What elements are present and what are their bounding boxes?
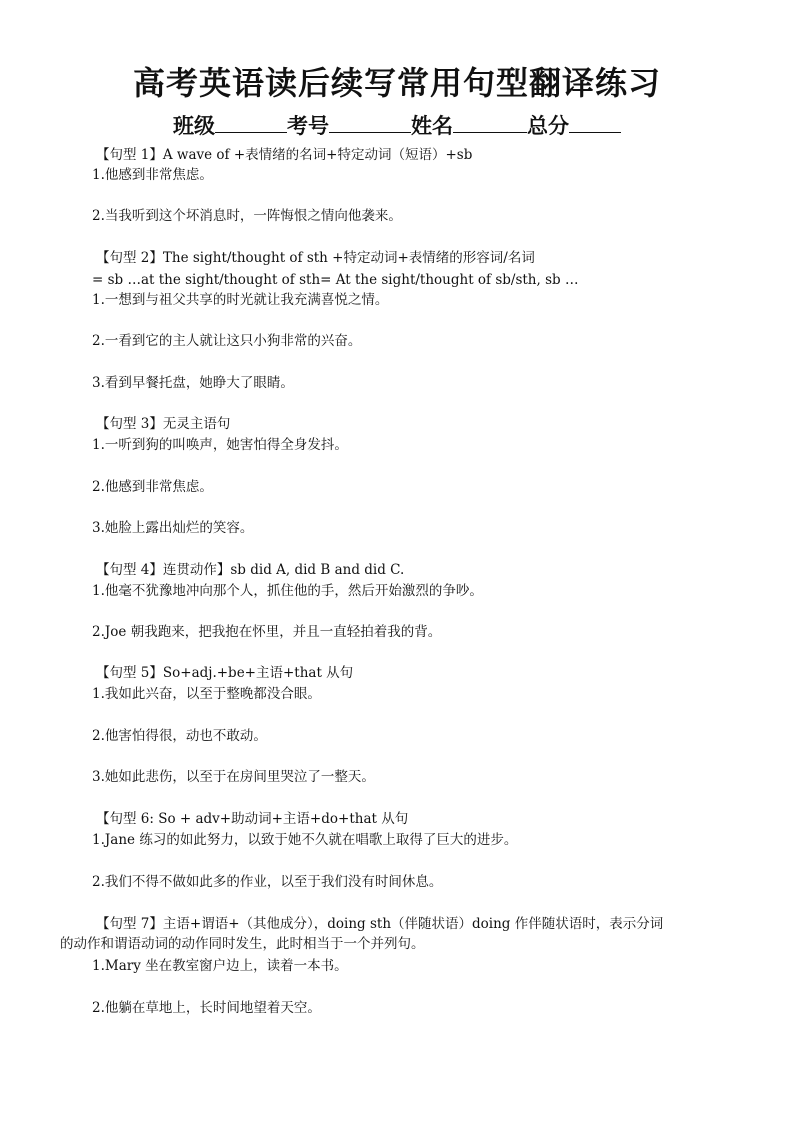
name-label: 姓名 bbox=[411, 114, 453, 138]
exam-number-label: 考号 bbox=[287, 114, 329, 138]
section-5-item-1: 1.我如此兴奋，以至于整晚都没合眼。 bbox=[92, 686, 321, 702]
section-3-heading: 【句型 3】无灵主语句 bbox=[96, 416, 231, 432]
section-6-item-1: 1.Jane 练习的如此努力，以致于她不久就在唱歌上取得了巨大的进步。 bbox=[92, 832, 518, 848]
section-5-heading: 【句型 5】So+adj.+be+主语+that 从句 bbox=[96, 665, 354, 681]
section-7-heading-continued: 的动作和谓语动词的动作同时发生，此时相当于一个并列句。 bbox=[60, 936, 425, 952]
section-7-heading: 【句型 7】主语+谓语+（其他成分），doing sth（伴随状语）doing 作伴随状语时，表示分词 bbox=[96, 916, 664, 932]
section-2-heading-continued: = sb …at the sight/thought of sth= At the sight/thought of sb/sth, sb … bbox=[92, 272, 579, 288]
section-2-item-1: 1.一想到与祖父共享的时光就让我充满喜悦之情。 bbox=[92, 292, 389, 308]
score-blank[interactable] bbox=[569, 112, 621, 133]
section-4-item-2: 2.Joe 朝我跑来，把我抱在怀里，并且一直轻拍着我的背。 bbox=[92, 624, 442, 640]
section-4-item-1: 1.他毫不犹豫地冲向那个人，抓住他的手，然后开始激烈的争吵。 bbox=[92, 583, 483, 599]
class-blank[interactable] bbox=[215, 112, 287, 133]
section-4-heading: 【句型 4】连贯动作】sb did A, did B and did C. bbox=[96, 562, 405, 578]
section-7-item-1: 1.Mary 坐在教室窗户边上，读着一本书。 bbox=[92, 958, 348, 974]
section-2-item-3: 3.看到早餐托盘，她睁大了眼睛。 bbox=[92, 375, 294, 391]
score-label: 总分 bbox=[527, 114, 569, 138]
section-1-item-1: 1.他感到非常焦虑。 bbox=[92, 167, 213, 183]
page-title: 高考英语读后续写常用句型翻译练习 bbox=[132, 64, 661, 102]
section-3-item-1: 1.一听到狗的叫唤声，她害怕得全身发抖。 bbox=[92, 437, 348, 453]
section-5-item-2: 2.他害怕得很，动也不敢动。 bbox=[92, 728, 267, 744]
section-6-item-2: 2.我们不得不做如此多的作业，以至于我们没有时间休息。 bbox=[92, 874, 443, 890]
section-3-item-2: 2.他感到非常焦虑。 bbox=[92, 479, 213, 495]
section-7-item-2: 2.他躺在草地上，长时间地望着天空。 bbox=[92, 1000, 321, 1016]
section-2-item-2: 2.一看到它的主人就让这只小狗非常的兴奋。 bbox=[92, 333, 362, 349]
section-2-heading: 【句型 2】The sight/thought of sth +特定动词+表情绪的形容词/名词 bbox=[96, 250, 535, 266]
exam-number-blank[interactable] bbox=[329, 112, 411, 133]
class-label: 班级 bbox=[173, 114, 215, 138]
section-6-heading: 【句型 6: So + adv+助动词+主语+do+that 从句 bbox=[96, 811, 409, 827]
student-info-line bbox=[0, 110, 794, 140]
section-3-item-3: 3.她脸上露出灿烂的笑容。 bbox=[92, 520, 254, 536]
section-1-heading: 【句型 1】A wave of +表情绪的名词+特定动词（短语）+sb bbox=[96, 147, 473, 163]
section-1-item-2: 2.当我听到这个坏消息时，一阵悔恨之情向他袭来。 bbox=[92, 208, 402, 224]
section-5-item-3: 3.她如此悲伤，以至于在房间里哭泣了一整天。 bbox=[92, 769, 375, 785]
name-blank[interactable] bbox=[453, 112, 527, 133]
